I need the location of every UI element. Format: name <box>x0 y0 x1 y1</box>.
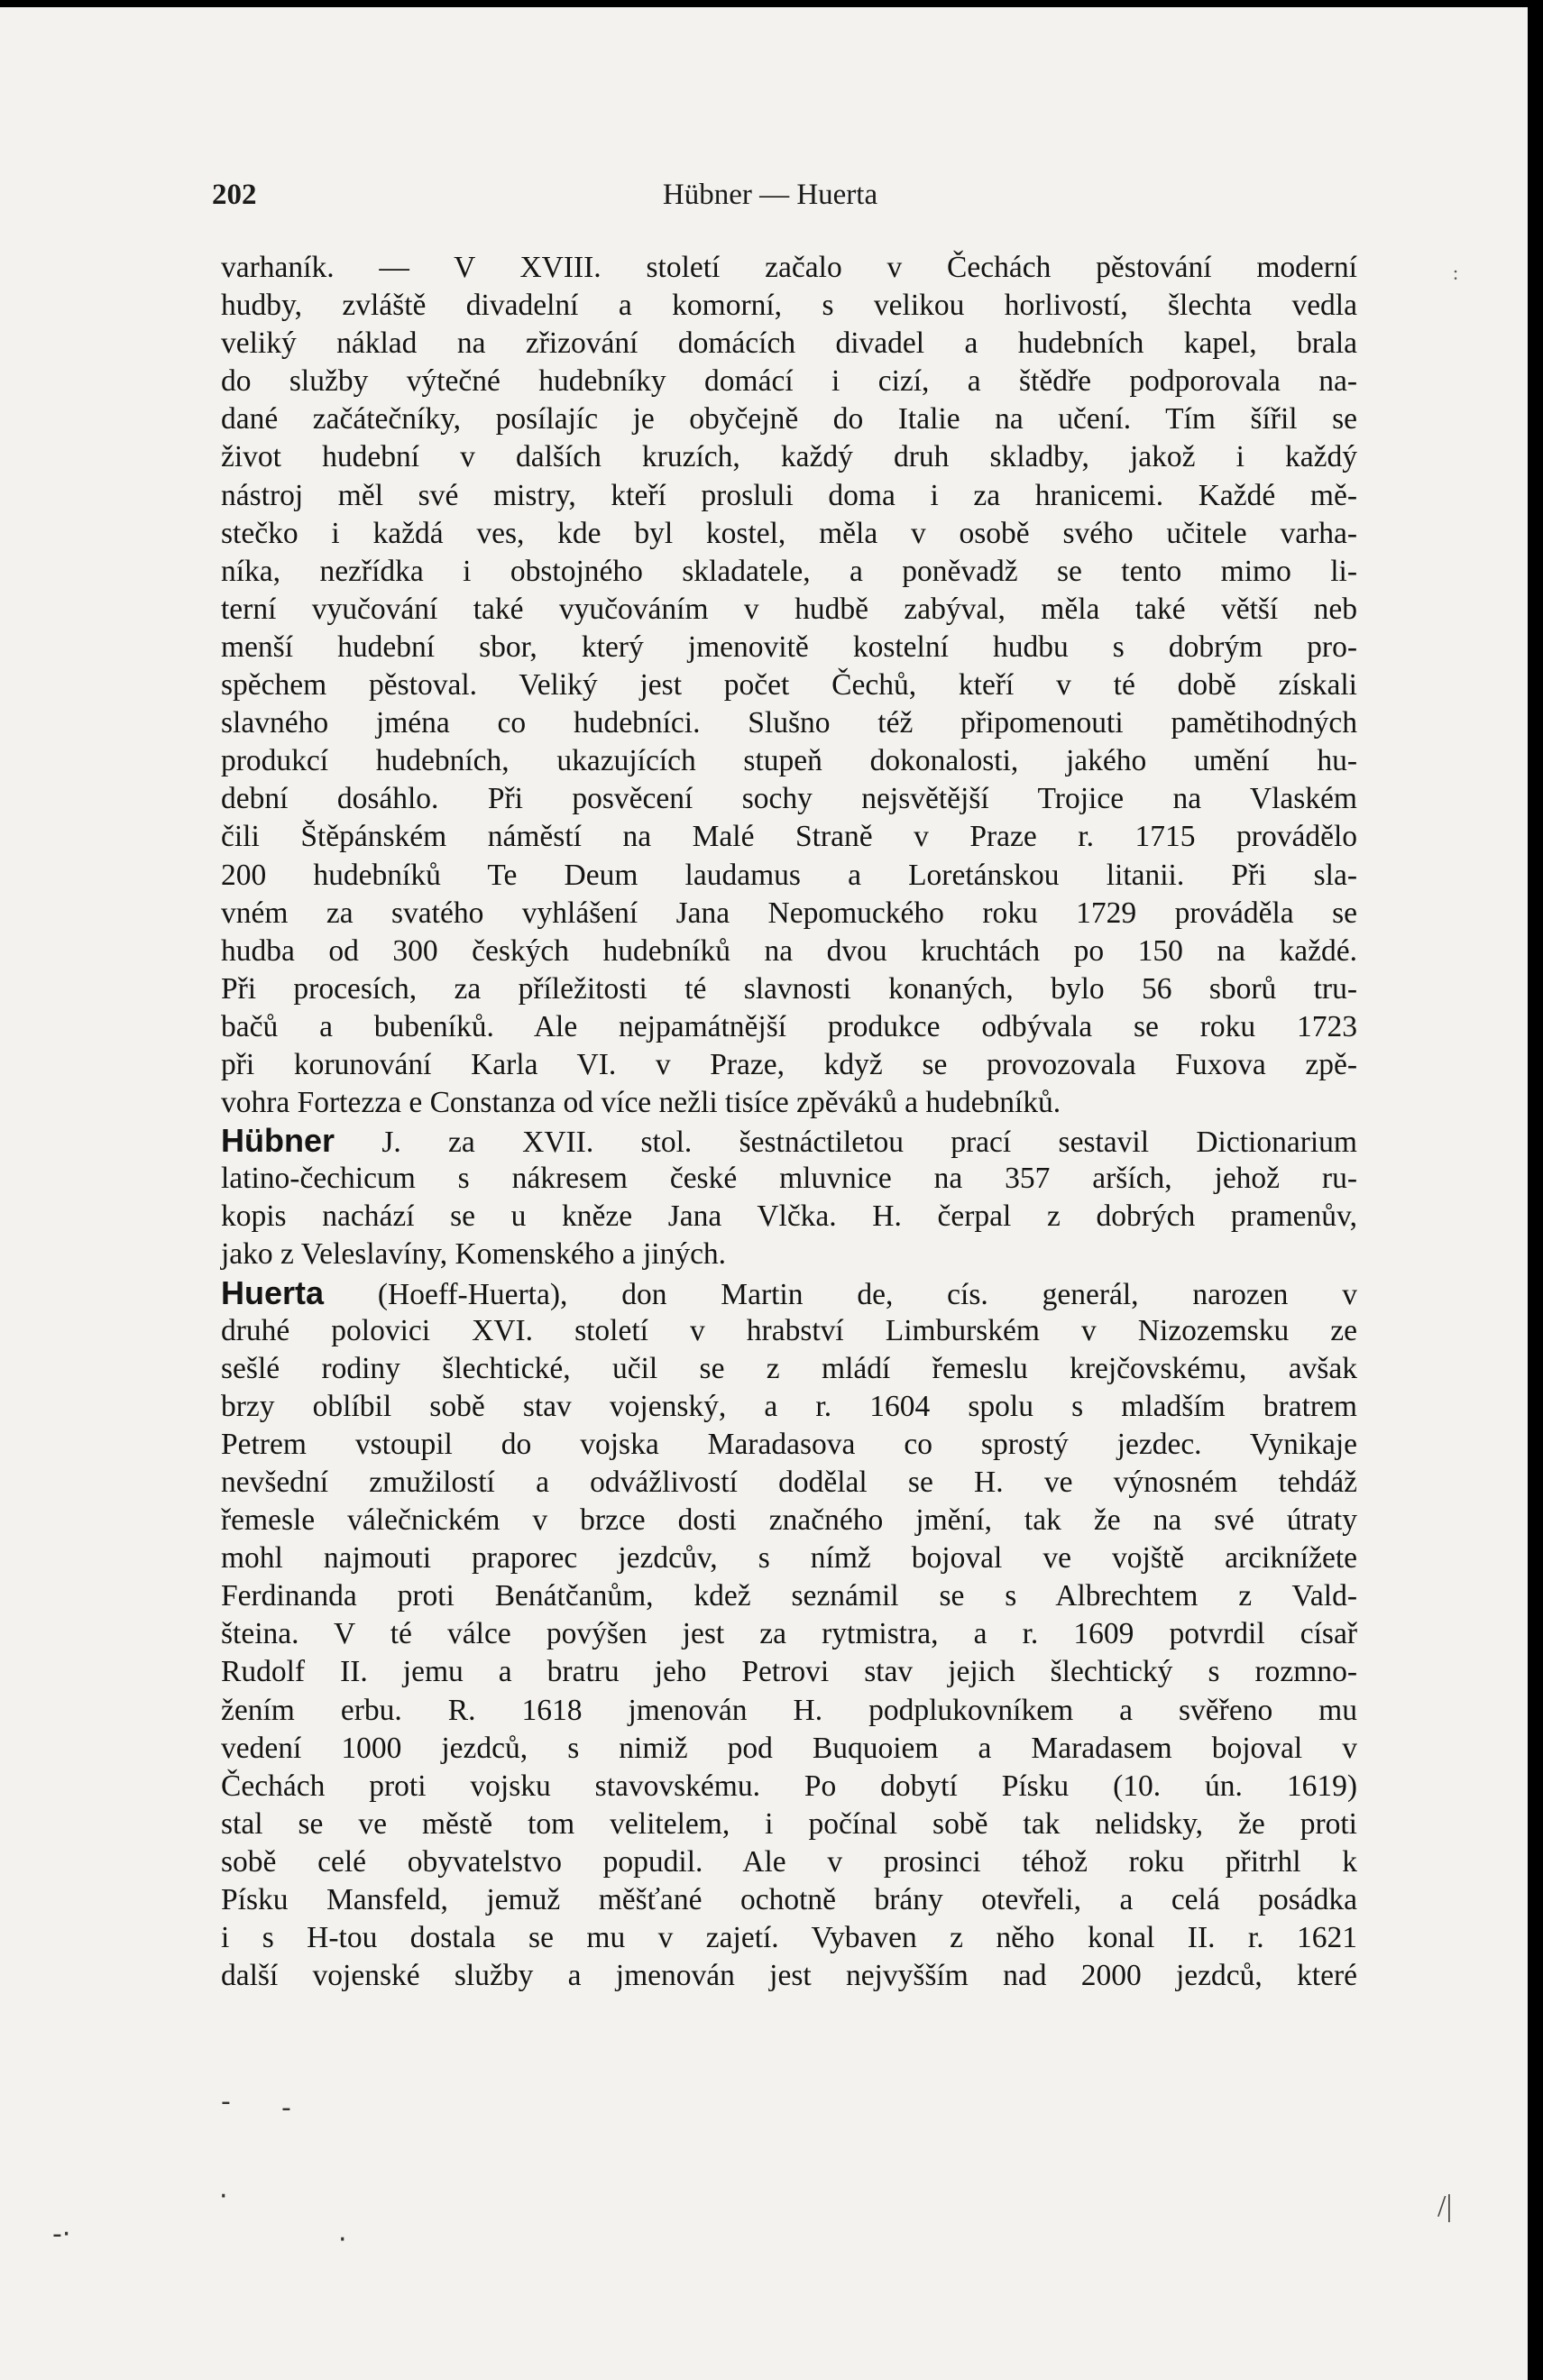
text-line: níka, nezřídka i obstojného skladatele, a poněvadž se tento mimo li- <box>221 554 1357 588</box>
text-line: Hübner J. za XVII. stol. šestnáctiletou prací sestavil Dictionarium <box>221 1122 1357 1160</box>
margin-pencil-mark: /| <box>1437 2190 1453 2223</box>
text-line: i s H-tou dostala se mu v zajetí. Vybaven z něho konal II. r. 1621 <box>221 1921 1357 1955</box>
text-line: Ferdinanda proti Benátčanům, kdež seznámil se s Albrechtem z Vald- <box>221 1579 1357 1613</box>
text-line: nástroj měl své mistry, kteří prosluli doma i za hranicemi. Každé mě- <box>221 478 1357 512</box>
text-line: spěchem pěstoval. Veliký jest počet Čechů, kteří v té době získali <box>221 668 1357 703</box>
margin-tick-mark: : <box>1453 262 1459 284</box>
body-text <box>221 249 1357 1995</box>
text-line: mohl najmouti praporec jezdcův, s nímž bojoval ve vojště arciknížete <box>221 1541 1357 1576</box>
scan-speck: · <box>219 2181 228 2212</box>
text-line: varhaník. — V XVIII. století začalo v Čechách pěstování moderní <box>221 251 1357 284</box>
text-line: Rudolf II. jemu a bratru jeho Petrovi stav jejich šlechtický s rozmno- <box>221 1655 1357 1689</box>
text-line: slavného jména co hudebníci. Slušno též připomenouti pamětihodných <box>221 706 1357 740</box>
text-line: veliký náklad na zřizování domácích divadel a hudebních kapel, brala <box>221 326 1357 361</box>
text-line: hudba od 300 českých hudebníků na dvou kruchtách po 150 na každé. <box>221 933 1357 968</box>
text-line: druhé polovici XVI. století v hrabství Limburském v Nizozemsku ze <box>221 1313 1357 1347</box>
text-line: brzy oblíbil sobě stav vojenský, a r. 1604 spolu s mladším bratrem <box>221 1389 1357 1423</box>
text-line: jako z Veleslavíny, Komenského a jiných. <box>221 1237 727 1272</box>
text-line: vném za svatého vyhlášení Jana Nepomuckého roku 1729 prováděla se <box>221 896 1357 930</box>
text-line: bačů a bubeníků. Ale nejpamátnější produkce odbývala se roku 1723 <box>221 1009 1357 1043</box>
text-line: život hudební v dalších kruzích, každý druh skladby, jakož i každý <box>221 440 1357 474</box>
text-line: hudby, zvláště divadelní a komorní, s velikou horlivostí, šlechta vedla <box>221 289 1357 323</box>
text-line: při korunování Karla VI. v Praze, když se provozovala Fuxova zpě- <box>221 1047 1357 1081</box>
text-line: sobě celé obyvatelstvo popudil. Ale v prosinci téhož roku přitrhl k <box>221 1844 1357 1879</box>
text-line: stečko i každá ves, kde byl kostel, měla v osobě svého učitele varha- <box>221 516 1357 550</box>
text-line: menší hudební sbor, který jmenovitě kostelní hudbu s dobrým pro- <box>221 629 1357 664</box>
scan-speck: - <box>221 2086 231 2118</box>
text-line: žením erbu. R. 1618 jmenován H. podplukovníkem a svěřeno mu <box>221 1693 1357 1727</box>
text-line: 200 hudebníků Te Deum laudamus a Loretánskou litanii. Při sla- <box>221 858 1357 892</box>
text-line: dební dosáhlo. Při posvěcení sochy nejsvětější Trojice na Vlaském <box>221 782 1357 816</box>
text-line: nevšední zmužilostí a odvážlivostí dodělal se H. ve výnosném tehdáž <box>221 1466 1357 1499</box>
entry-headword: Hübner <box>221 1122 335 1160</box>
page-number: 202 <box>212 179 257 211</box>
text-line: dané začátečníky, posílajíc je obyčejně do Italie na učení. Tím šířil se <box>221 402 1357 436</box>
entry-headword: Huerta <box>221 1273 325 1311</box>
text-line: Huerta (Hoeff-Huerta), don Martin de, cís. generál, narozen v <box>221 1273 1357 1311</box>
text-line: Čechách proti vojsku stavovskému. Po dobytí Písku (10. ún. 1619) <box>221 1769 1357 1803</box>
text-line: vedení 1000 jezdců, s nimiž pod Buquoiem a Maradasem bojoval v <box>221 1731 1357 1765</box>
text-line: další vojenské služby a jmenován jest nejvyšším nad 2000 jezdců, které <box>221 1959 1357 1993</box>
text-line: terní vyučování také vyučováním v hudbě zabýval, měla také větší neb <box>221 592 1357 626</box>
text-line: Petrem vstoupil do vojska Maradasova co sprostý jezdec. Vynikaje <box>221 1427 1357 1461</box>
text-line: latino-čechicum s nákresem české mluvnice na 357 arších, jehož ru- <box>221 1162 1357 1196</box>
running-title: Hübner — Huerta <box>662 179 878 211</box>
page-header <box>212 179 1328 218</box>
text-line: sešlé rodiny šlechtické, učil se z mládí řemeslu krejčovskému, avšak <box>221 1351 1357 1385</box>
document-page <box>0 7 1528 2380</box>
text-line: řemesle válečnickém v brzce dosti značného jmění, tak že na své útraty <box>221 1503 1357 1538</box>
text-line: do služby výtečné hudebníky domácí i cizí, a štědře podporovala na- <box>221 364 1357 399</box>
text-line: čili Štěpánském náměstí na Malé Straně v Praze r. 1715 provádělo <box>221 820 1357 854</box>
scan-speck: -· <box>52 2219 71 2250</box>
text-line: Písku Mansfeld, jemuž měšťané ochotně brány otevřeli, a celá posádka <box>221 1883 1357 1917</box>
text-line: produkcí hudebních, ukazujících stupeň dokonalosti, jakého umění hu- <box>221 744 1357 778</box>
text-line: vohra Fortezza e Constanza od více nežli tisíce zpěváků a hudebníků. <box>221 1086 1061 1120</box>
scan-speck: - <box>281 2092 291 2124</box>
text-line: šteina. V té válce povýšen jest za rytmistra, a r. 1609 potvrdil císař <box>221 1617 1357 1651</box>
text-line: kopis nachází se u kněze Jana Vlčka. H. čerpal z dobrých pramenův, <box>221 1199 1357 1234</box>
text-line: Při procesích, za příležitosti té slavnosti konaných, bylo 56 sborů tru- <box>221 971 1357 1006</box>
text-line: stal se ve městě tom velitelem, i počínal sobě tak nelidsky, že proti <box>221 1806 1357 1841</box>
scan-speck: · <box>338 2224 347 2256</box>
